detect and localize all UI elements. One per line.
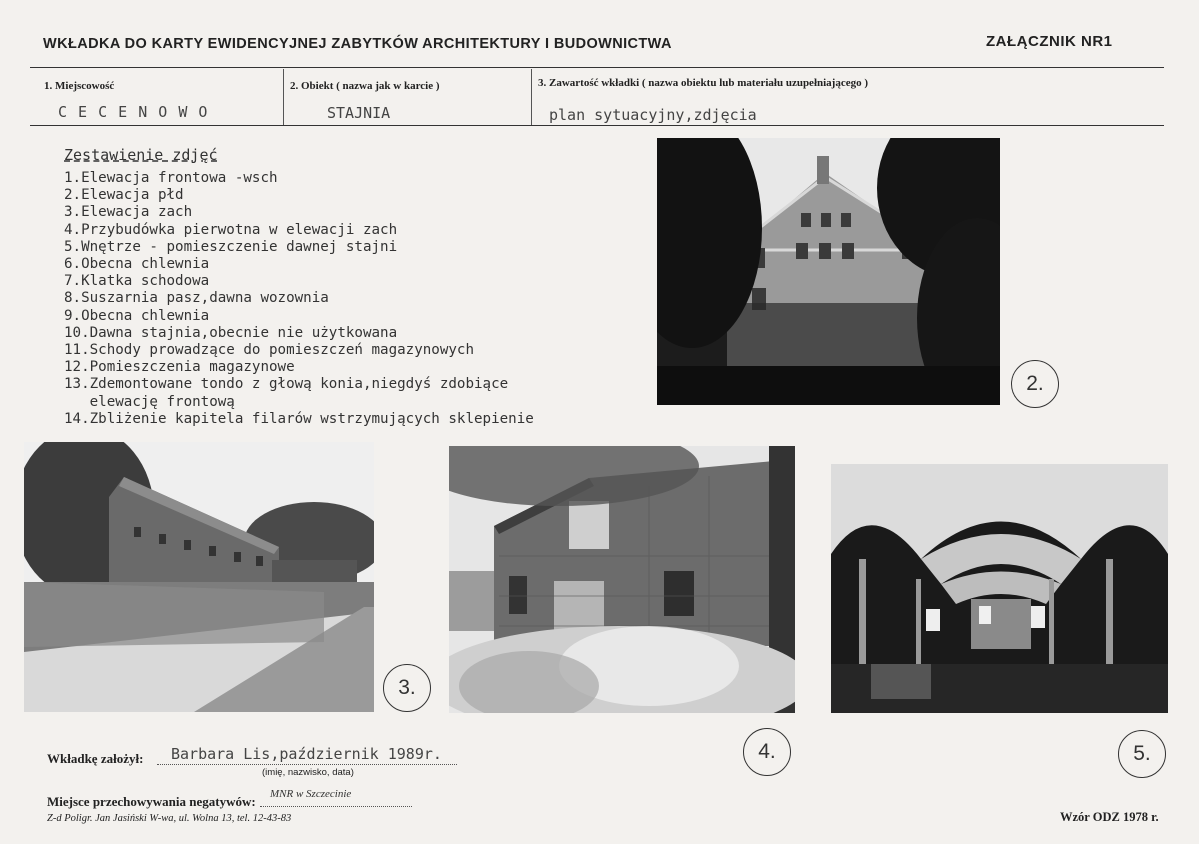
negatives-label: Miejsce przechowywania negatywów: (47, 794, 256, 809)
list-item: 8.Suszarnia pasz,dawna wozownia (64, 290, 329, 307)
list-item: 11.Schody prowadzące do pomieszczeń magazynowych (64, 342, 474, 359)
object-value: STAJNIA (327, 104, 391, 122)
locality-label: 1. Miejscowość (44, 80, 115, 92)
list-item: 9.Obecna chlewnia (64, 307, 210, 324)
locality-value: C E C E N O W O (58, 103, 209, 121)
created-by-value: Barbara Lis,październik 1989r. (171, 745, 442, 763)
field-divider-2 (531, 69, 532, 125)
photo-list (64, 170, 534, 428)
created-by-label: Wkładkę założył: (47, 751, 144, 766)
field-divider-1 (283, 69, 284, 125)
photo-gable-facade (657, 138, 1000, 405)
list-item: 3.Elewacja zach (64, 204, 193, 221)
photo-number-4: 4. (743, 728, 791, 776)
list-item: 10.Dawna stajnia,obecnie nie użytkowana (64, 324, 398, 341)
created-by-note: (imię, nazwisko, data) (262, 767, 354, 778)
photo-stone-annex (449, 446, 795, 713)
list-item: 5.Wnętrze - pomieszczenie dawnej stajni (64, 238, 398, 255)
list-item: 7.Klatka schodowa (64, 273, 210, 290)
negatives-line (260, 806, 412, 807)
photo-long-building (24, 442, 374, 712)
photo-number-5: 5. (1118, 730, 1166, 778)
contents-label: 3. Zawartość wkładki ( nazwa obiektu lub materiału uzupełniającego ) (538, 77, 869, 89)
list-item: 12.Pomieszczenia magazynowe (64, 359, 295, 376)
object-label: 2. Obiekt ( nazwa jak w karcie ) (290, 80, 440, 92)
form-model: Wzór ODZ 1978 r. (1060, 810, 1159, 824)
list-item: 4.Przybudówka pierwotna w elewacji zach (64, 221, 398, 238)
form-title: WKŁADKA DO KARTY EWIDENCYJNEJ ZABYTKÓW ARCHITEKTURY I BUDOWNICTWA (43, 36, 672, 52)
contents-value: plan sytuacyjny,zdjęcia (549, 106, 757, 124)
header-rule-bottom (30, 125, 1164, 126)
list-item: 6.Obecna chlewnia (64, 256, 210, 273)
list-item: 13.Zdemontowane tondo z głową konia,niegdyś zdobiące elewację frontową (64, 376, 509, 410)
header-rule-top (30, 67, 1164, 68)
photo-number-2: 2. (1011, 360, 1059, 408)
photo-list-heading: Zestawienie zdjęć (64, 146, 218, 164)
list-item: 1.Elewacja frontowa -wsch (64, 170, 278, 186)
created-by-line (157, 764, 457, 765)
annex-label: ZAŁĄCZNIK NR1 (986, 33, 1113, 50)
list-item: 2.Elewacja płd (64, 187, 184, 204)
photo-number-3: 3. (383, 664, 431, 712)
printer-imprint: Z-d Poligr. Jan Jasiński W-wa, ul. Wolna 13, tel. 12-43-83 (47, 813, 292, 824)
photo-vaulted-interior (831, 464, 1168, 713)
list-item: 14.Zbliżenie kapitela filarów wstrzymujących sklepienie (64, 410, 534, 427)
negatives-value: MNR w Szczecinie (270, 788, 352, 800)
